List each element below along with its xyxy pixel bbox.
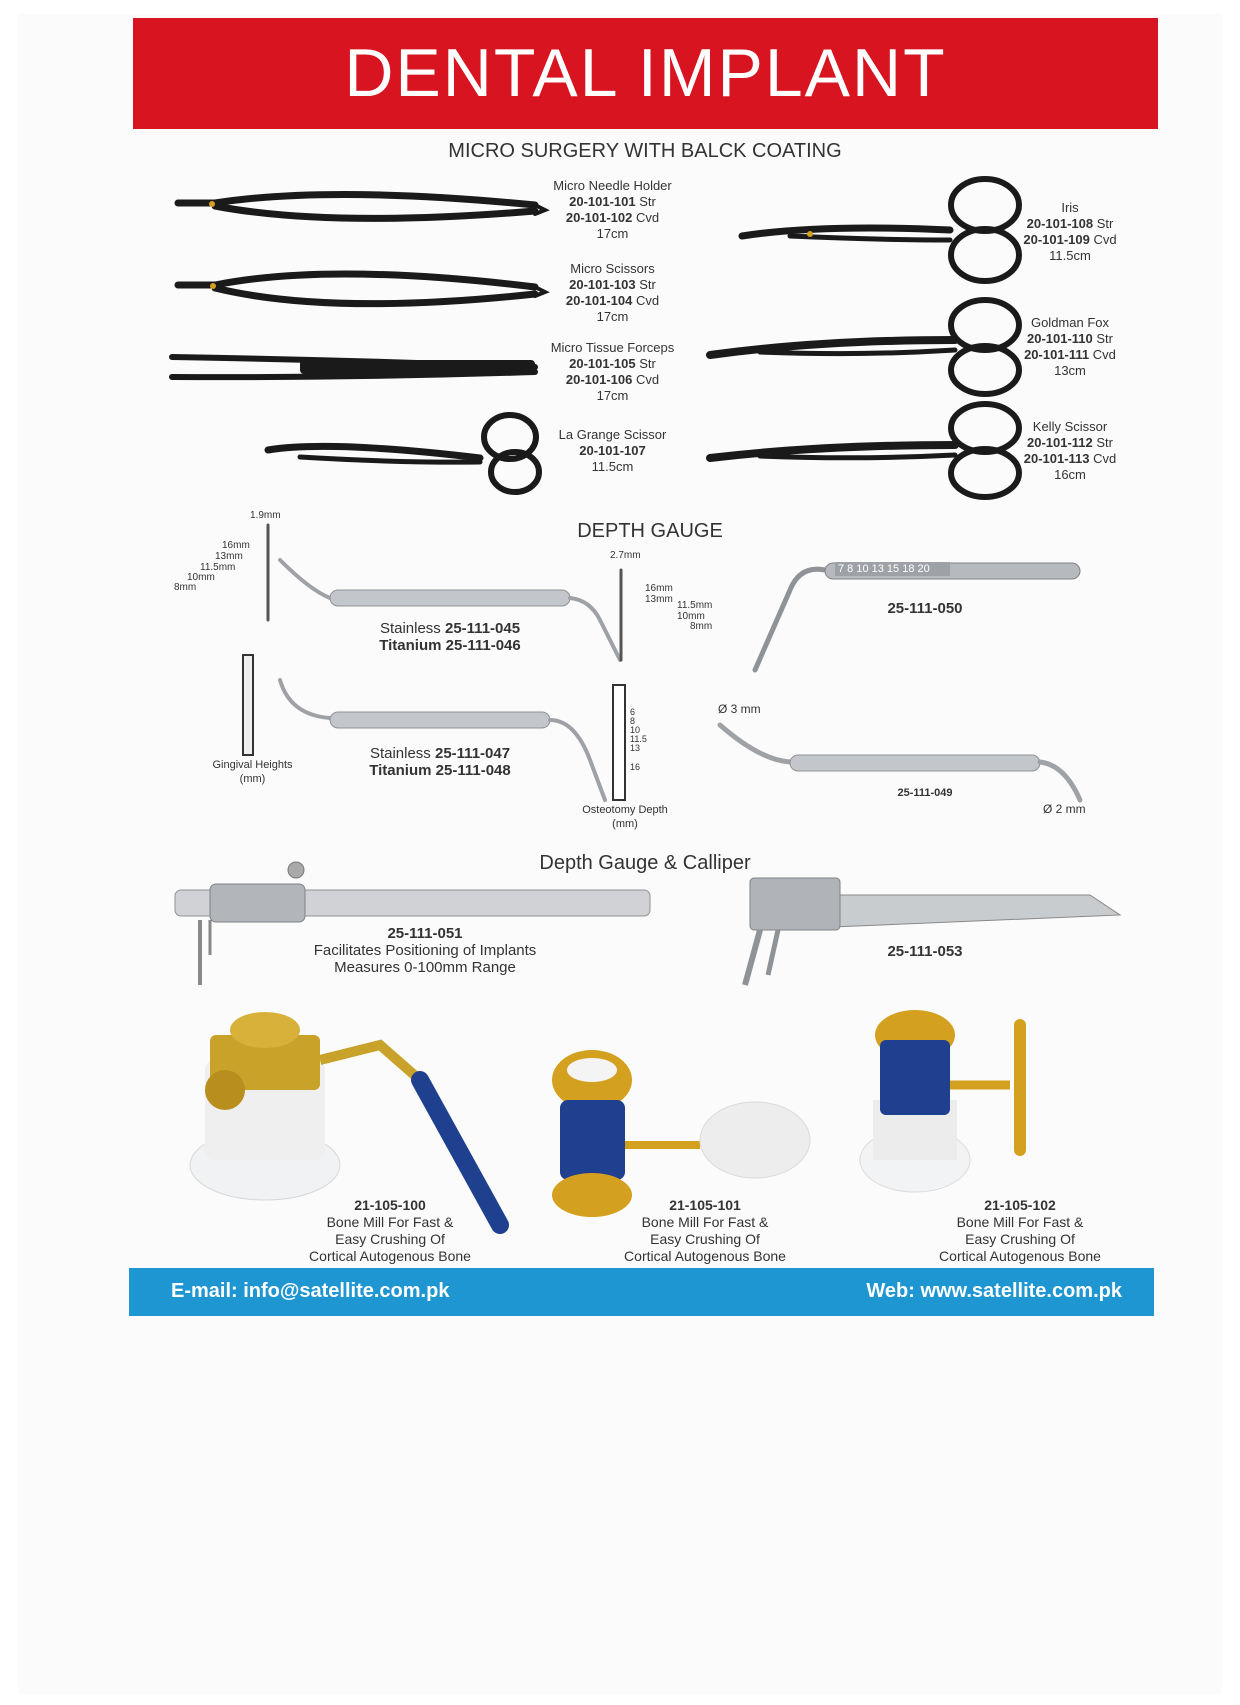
micro-scissors-label (530, 261, 695, 325)
gauge-050-code: 25-111-050 (887, 600, 963, 617)
footer-bar (129, 1268, 1154, 1316)
calliper-053-code: 25-111-053 (887, 943, 963, 960)
kelly-name: Kelly Scissor (1032, 419, 1108, 434)
bone-mill-100-line3: Cortical Autogenous Bone (309, 1248, 471, 1264)
osteo-mark: 16 (630, 762, 641, 772)
gauge-050-scale: 7 8 10 13 15 18 20 (838, 563, 930, 575)
iris-suffix-str: Str (1096, 216, 1114, 231)
tissue-forceps-suffix-str: Str (639, 356, 656, 371)
gauge-049-diameter-2: Ø 2 mm (1043, 802, 1086, 816)
needle-holder-size: 17cm (596, 226, 629, 241)
gauge-049-diameter-3: Ø 3 mm (718, 702, 761, 716)
gauge-045-label (340, 620, 560, 654)
tissue-forceps-label (530, 340, 695, 404)
bone-mill-101-code: 21-105-101 (669, 1197, 741, 1213)
dim-left-8: 8mm (174, 582, 197, 593)
gauge-047-label (330, 745, 550, 779)
calliper-053-image (745, 878, 1120, 985)
kelly-code-cvd: 20-101-113 (1023, 451, 1090, 466)
bone-mill-101-image (552, 1050, 810, 1217)
micro-scissors-suffix-cvd: Cvd (636, 293, 660, 308)
gauge-049-code: 25-111-049 (897, 787, 953, 799)
osteotomy-marks (630, 708, 647, 772)
iris-size: 11.5cm (1049, 248, 1091, 263)
dim-mid-10: 10mm (677, 611, 705, 622)
dim-left-13: 13mm (215, 551, 243, 562)
micro-needle-holder-image (178, 194, 545, 218)
needle-holder-label (530, 178, 695, 242)
dim-mid-13: 13mm (645, 594, 673, 605)
tissue-forceps-code-str: 20-101-105 (569, 356, 636, 371)
osteo-mark: 13 (630, 743, 641, 753)
bone-mill-101-line2: Easy Crushing Of (650, 1231, 760, 1247)
gauge-047-titanium-label: Titanium (369, 762, 432, 779)
iris-code-cvd: 20-101-109 (1023, 232, 1090, 247)
dim-left-115: 11.5mm (200, 562, 236, 573)
osteotomy-depth-label: Osteotomy Depth (mm) (582, 804, 668, 830)
kelly-size: 16cm (1054, 467, 1086, 482)
needle-holder-code-str: 20-101-101 (569, 194, 636, 209)
gauge-047-stainless-code: 25-111-047 (434, 745, 511, 762)
footer-web[interactable]: Web: www.satellite.com.pk (866, 1280, 1122, 1302)
la-grange-size: 11.5cm (591, 459, 634, 474)
osteo-mark: 6 (630, 707, 636, 717)
micro-scissors-image (178, 274, 545, 304)
iris-suffix-cvd: Cvd (1093, 232, 1117, 247)
bone-mill-100-line2: Easy Crushing Of (335, 1231, 445, 1247)
goldman-fox-scissor-image (710, 300, 1019, 394)
gauge-045-titanium-code: 25-111-046 (445, 637, 521, 654)
goldman-fox-name: Goldman Fox (1030, 315, 1110, 330)
tissue-forceps-suffix-cvd: Cvd (636, 372, 660, 387)
la-grange-name: La Grange Scissor (558, 427, 667, 442)
gauge-047-titanium-code: 25-111-048 (435, 762, 511, 779)
needle-holder-suffix-str: Str (639, 194, 656, 209)
goldman-fox-code-str: 20-101-110 (1026, 331, 1093, 346)
micro-scissors-code-str: 20-101-103 (569, 277, 636, 292)
bone-mill-101-line3: Cortical Autogenous Bone (624, 1248, 786, 1264)
goldman-fox-code-cvd: 20-101-111 (1024, 347, 1090, 362)
la-grange-scissor-image (268, 415, 539, 492)
gauge-050-label (870, 600, 980, 617)
gauge-047-stainless-label: Stainless (369, 745, 431, 762)
goldman-fox-size: 13cm (1054, 363, 1086, 378)
dim-mid-8: 8mm (690, 621, 713, 632)
gauge-045-stainless-label: Stainless (379, 620, 441, 637)
iris-label (1015, 200, 1125, 264)
needle-holder-name: Micro Needle Holder (553, 178, 672, 193)
bone-mill-102-image (860, 1010, 1020, 1192)
micro-tissue-forceps-image (172, 357, 535, 377)
gingival-heights-label: Gingival Heights (mm) (212, 759, 293, 785)
needle-holder-suffix-cvd: Cvd (636, 210, 660, 225)
bone-mill-102-line1: Bone Mill For Fast & (956, 1214, 1084, 1230)
iris-scissor-image (742, 179, 1019, 281)
bone-mill-102-label (920, 1197, 1120, 1265)
bone-mill-101-label (605, 1197, 805, 1265)
dim-mid-115: 11.5mm (677, 600, 713, 611)
gauge-045-stainless-code: 25-111-045 (444, 620, 521, 637)
kelly-suffix-cvd: Cvd (1093, 451, 1117, 466)
calliper-051-code: 25-111-051 (387, 925, 463, 942)
kelly-code-str: 20-101-112 (1026, 435, 1093, 450)
bone-mill-101-line1: Bone Mill For Fast & (641, 1214, 769, 1230)
dim-left-top: 1.9mm (250, 510, 281, 521)
la-grange-code: 20-101-107 (579, 443, 646, 458)
bone-mill-102-line2: Easy Crushing Of (965, 1231, 1075, 1247)
footer-email[interactable]: E-mail: info@satellite.com.pk (171, 1280, 450, 1302)
tissue-forceps-size: 17cm (596, 388, 629, 403)
osteo-mark: 8 (630, 716, 636, 726)
tissue-forceps-name: Micro Tissue Forceps (550, 340, 675, 355)
section-title-depth-gauge-calliper: Depth Gauge & Calliper (539, 852, 751, 874)
micro-scissors-name: Micro Scissors (570, 261, 655, 276)
calliper-053-label (870, 943, 980, 960)
needle-holder-code-cvd: 20-101-102 (565, 210, 633, 225)
calliper-051-line1: Facilitates Positioning of Implants (313, 942, 537, 959)
la-grange-label (530, 427, 695, 475)
bone-mill-100-code: 21-105-100 (354, 1197, 426, 1213)
bone-mill-102-code: 21-105-102 (984, 1197, 1056, 1213)
kelly-label (1015, 419, 1125, 483)
bone-mill-100-label (290, 1197, 490, 1265)
tissue-forceps-code-cvd: 20-101-106 (565, 372, 633, 387)
iris-name: Iris (1061, 200, 1079, 215)
goldman-fox-suffix-str: Str (1096, 331, 1114, 346)
micro-scissors-size: 17cm (596, 309, 629, 324)
bone-mill-100-image (190, 1012, 500, 1225)
dim-left-10: 10mm (187, 572, 215, 583)
micro-scissors-code-cvd: 20-101-104 (565, 293, 633, 308)
calliper-051-line2: Measures 0-100mm Range (334, 959, 516, 976)
gauge-049-label (870, 785, 980, 801)
section-title-depth-gauge: DEPTH GAUGE (577, 520, 723, 542)
bone-mill-102-line3: Cortical Autogenous Bone (939, 1248, 1101, 1264)
osteo-mark: 11.5 (630, 734, 647, 744)
osteo-mark: 10 (630, 725, 641, 735)
calliper-051-label (275, 925, 575, 976)
bone-mill-100-line1: Bone Mill For Fast & (326, 1214, 454, 1230)
gauge-045-titanium-label: Titanium (379, 637, 442, 654)
dim-mid-16: 16mm (645, 583, 673, 594)
goldman-fox-suffix-cvd: Cvd (1092, 347, 1116, 362)
micro-scissors-suffix-str: Str (639, 277, 656, 292)
section-title-micro-surgery: MICRO SURGERY WITH BALCK COATING (448, 140, 842, 162)
kelly-scissor-image (710, 404, 1019, 497)
kelly-suffix-str: Str (1096, 435, 1114, 450)
page-title: DENTAL IMPLANT (344, 35, 947, 111)
iris-code-str: 20-101-108 (1026, 216, 1094, 231)
dim-mid-top: 2.7mm (610, 550, 641, 561)
goldman-fox-label (1015, 315, 1125, 379)
dim-left-16: 16mm (222, 540, 250, 551)
